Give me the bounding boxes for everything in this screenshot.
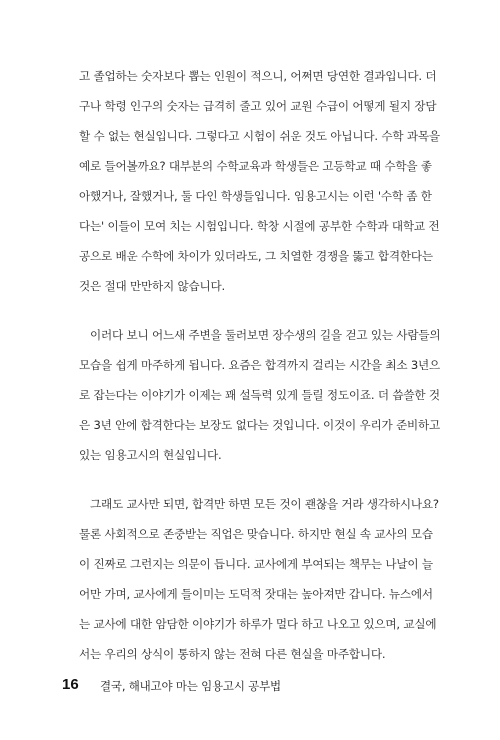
text-line: 이러다 보니 어느새 주변을 둘러보면 장수생의 길을 걷고 있는 사람들의 xyxy=(90,328,441,342)
text-line: 구나 학령 인구의 숫자는 급격히 줄고 있어 교원 수급이 어떻게 될지 장담 xyxy=(79,99,437,113)
page-number: 16 xyxy=(62,676,79,693)
text-line: 는 교사에 대한 암담한 이야기가 하루가 멀다 하고 나오고 있으며, 교실에 xyxy=(79,617,437,631)
text-line: 물론 사회적으로 존중받는 직업은 맞습니다. 하지만 현실 속 교사의 모습 xyxy=(79,527,433,541)
text-line: 아했거나, 잘했거나, 둘 다인 학생들입니다. 임용고시는 이런 '수학 좀 한 xyxy=(79,189,432,203)
text-line: 할 수 없는 현실입니다. 그렇다고 시험이 쉬운 것도 아닙니다. 수학 과목을 xyxy=(79,129,440,143)
text-line: 은 3년 안에 합격한다는 보장도 없다는 것입니다. 이것이 우리가 준비하고 xyxy=(79,418,441,432)
text-line: 이 진짜로 그런지는 의문이 듭니다. 교사에게 부여되는 책무는 나날이 늘 xyxy=(79,557,433,571)
text-line: 공으로 배운 수학에 차이가 있더라도, 그 치열한 경쟁을 뚫고 합격한다는 xyxy=(79,249,433,263)
text-line: 로 잡는다는 이야기가 이제는 꽤 설득력 있게 들릴 정도이죠. 더 씁쓸한 것 xyxy=(79,388,440,402)
text-line: 다는' 이들이 모여 치는 시험입니다. 학창 시절에 공부한 수학과 대학교 전 xyxy=(79,219,440,233)
text-line: 어만 가며, 교사에게 들이미는 도덕적 잣대는 높아져만 갑니다. 뉴스에서 xyxy=(79,587,433,601)
text-line: 고 졸업하는 숫자보다 뽑는 인원이 적으니, 어쩌면 당연한 결과입니다. 더 xyxy=(79,69,437,83)
text-line: 서는 우리의 상식이 통하지 않는 전혀 다른 현실을 마주합니다. xyxy=(79,647,386,661)
text-line: 있는 임용고시의 현실입니다. xyxy=(79,448,222,462)
text-line: 그래도 교사만 되면, 합격만 하면 모든 것이 괜찮을 거라 생각하시나요? xyxy=(90,497,439,511)
text-line: 모습을 쉽게 마주하게 됩니다. 요즘은 합격까지 걸리는 시간을 최소 3년으 xyxy=(79,358,441,372)
text-line: 예로 들어볼까요? 대부분의 수학교육과 학생들은 고등학교 때 수학을 좋 xyxy=(79,159,432,173)
text-line: 것은 절대 만만하지 않습니다. xyxy=(79,279,225,293)
running-footer-title: 결국, 해내고야 마는 임용고시 공부법 xyxy=(100,679,281,693)
